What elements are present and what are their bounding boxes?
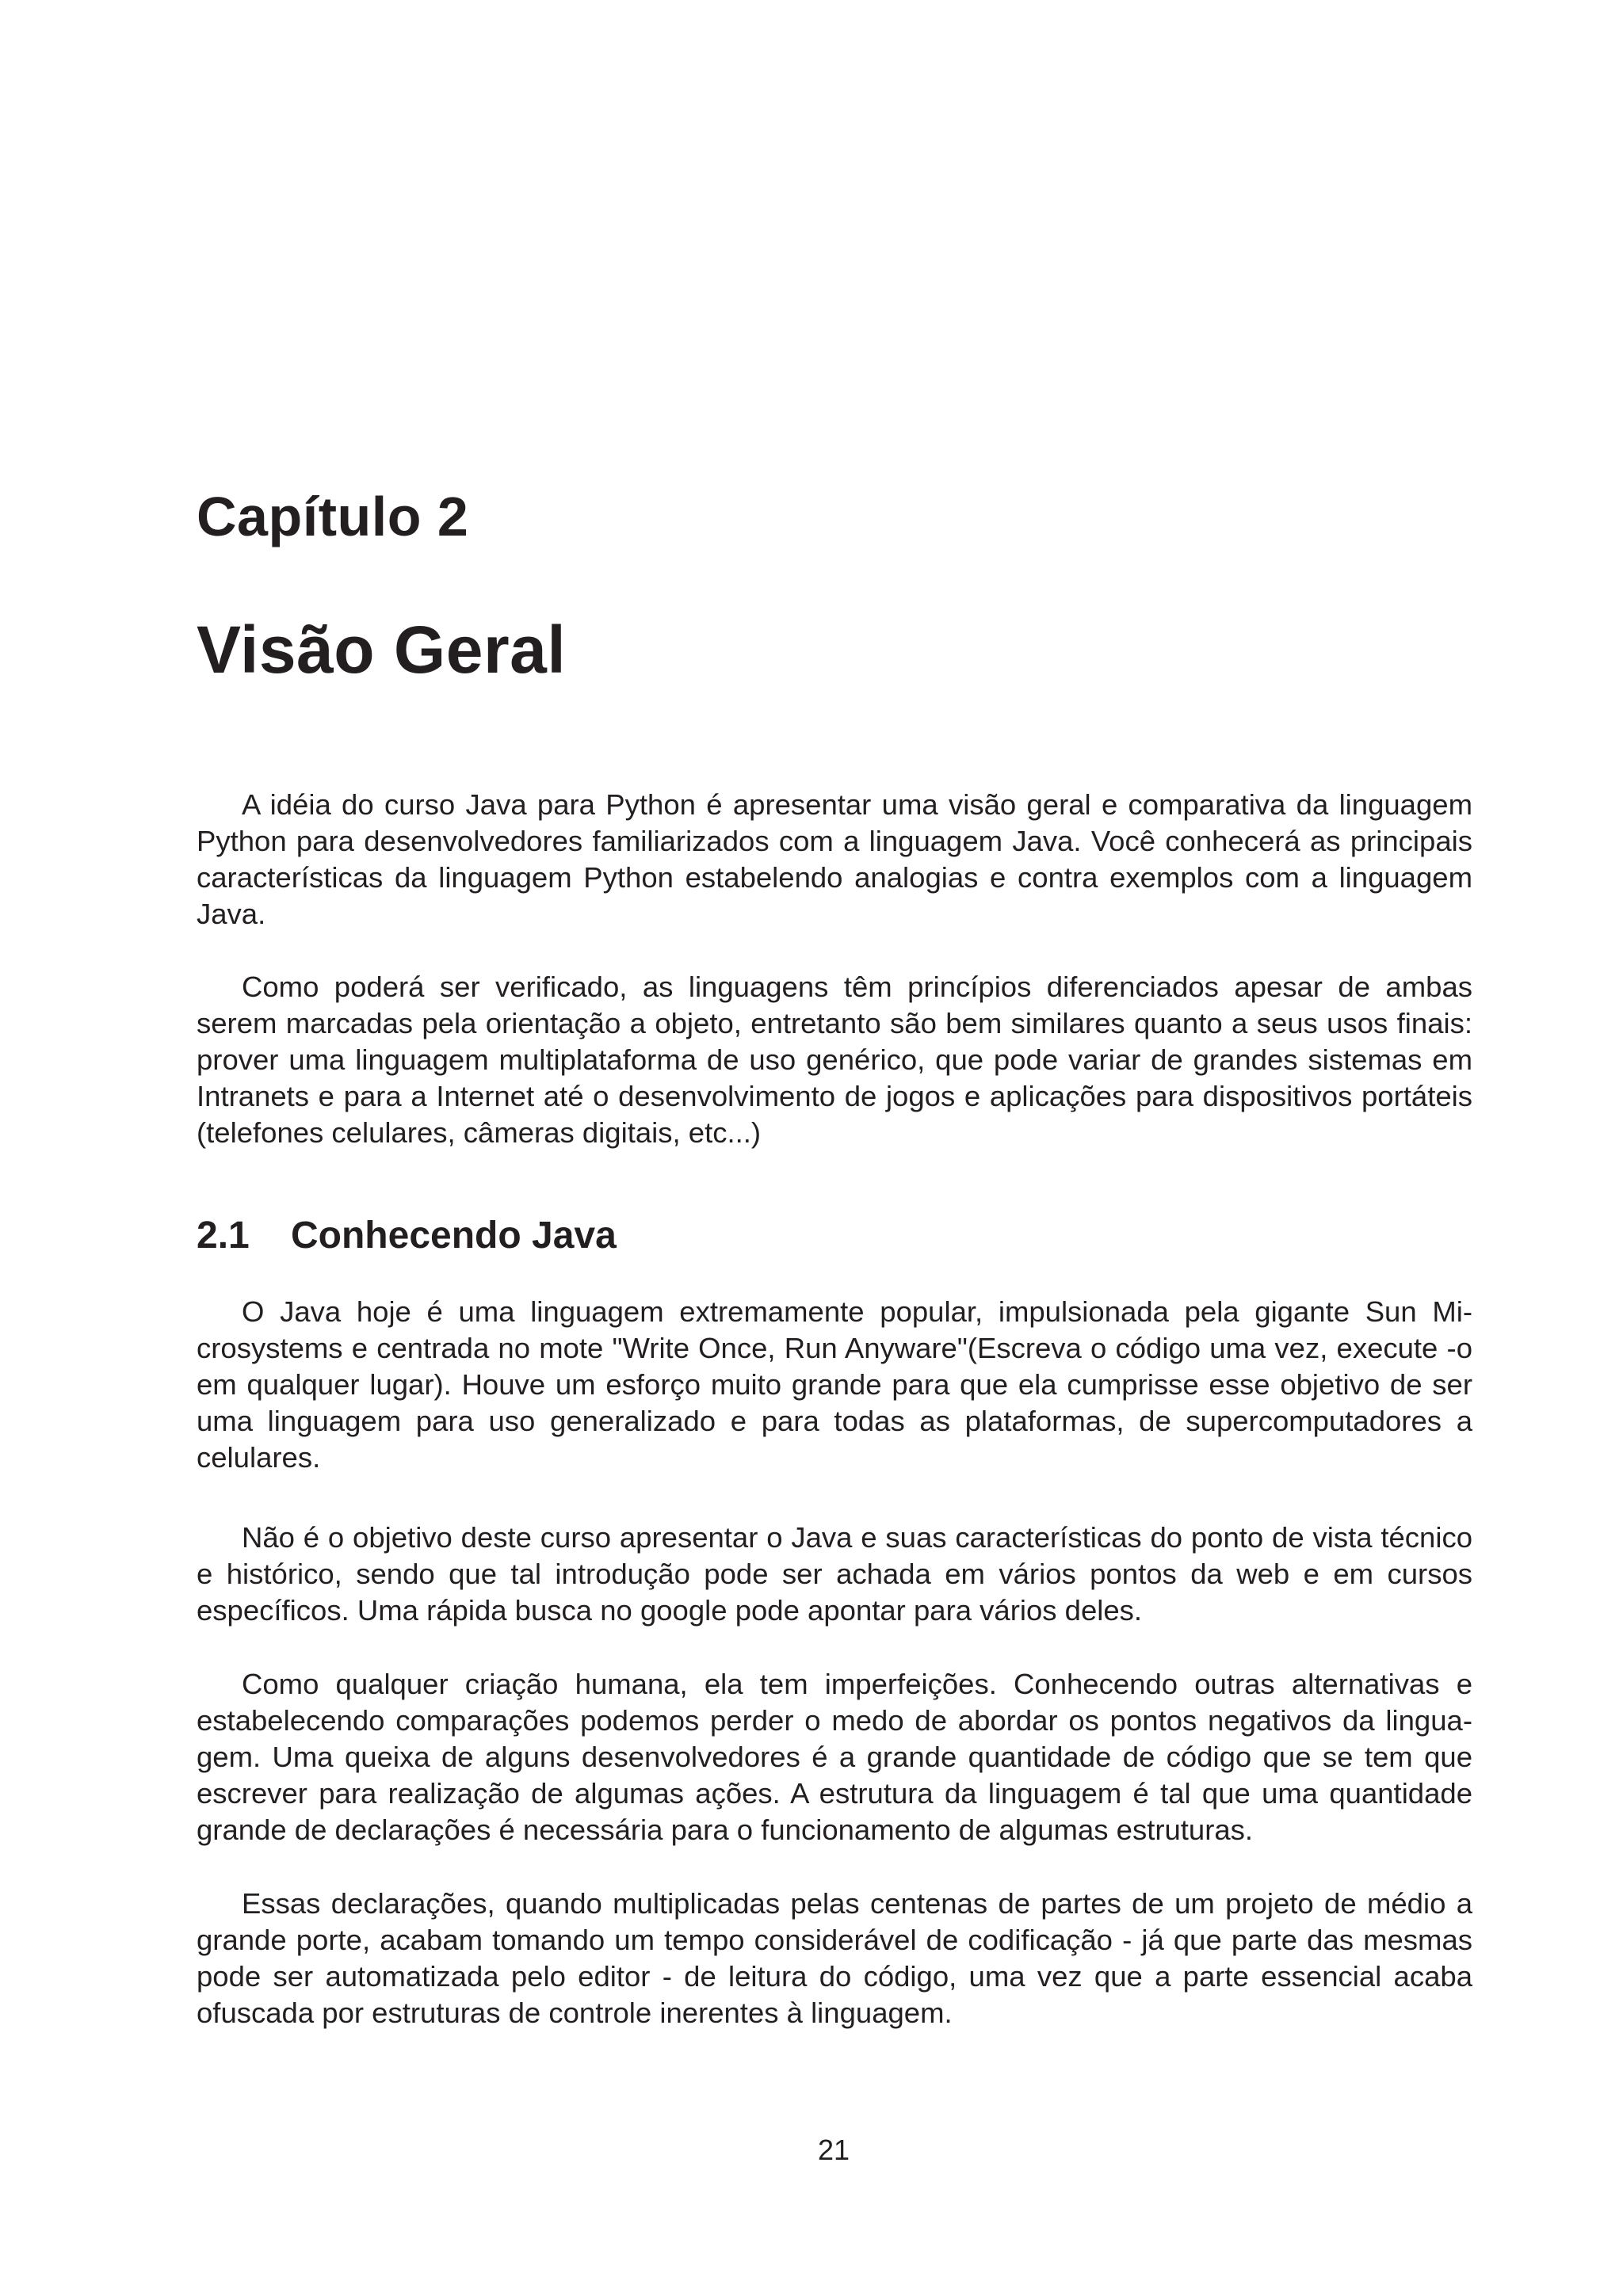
section-paragraph: Essas declarações, quando multiplicadas pelas centenas de partes de um projeto de médio a grande porte, acabam tomando um tempo considerável de codificação - já que parte das mesmas pode ser automatizada pelo editor - de leitura do código, uma vez que a parte essencial acaba ofuscada por estruturas de controle inerentes à linguagem. [197, 1887, 1472, 2029]
intro-paragraph-2-block [197, 969, 1472, 1151]
section-number: 2.1 [197, 1215, 250, 1257]
section-paragraph-1-block [197, 1294, 1472, 1476]
section-paragraph-4-block [197, 1886, 1472, 2031]
section-paragraph-2-block [197, 1520, 1472, 1629]
intro-paragraph: Como poderá ser verificado, as linguagens têm princípios diferenciados apesar de ambas serem marcadas pela orientação a objeto, entretanto são bem similares quanto a seus usos finais: prover uma linguagem multiplataforma de uso genérico, que pode variar de grandes sistemas em Intranets e para a Internet até o desenvolvimento de jogos e aplicações para dispositivos portáteis (telefones celulares, câmeras digitais, etc...) [197, 971, 1472, 1149]
intro-paragraph: A idéia do curso Java para Python é apresentar uma visão geral e comparativa da linguagem Python para desenvolvedores familiarizados com a linguagem Java. Você conhecerá as principais características da linguagem Python estabelendo analogias e contra exemplos com a linguagem Java. [197, 788, 1472, 930]
section-paragraph: Não é o objetivo deste curso apresentar o Java e suas características do ponto de vista técnico e histórico, sendo que tal introdução pode ser achada em vários pontos da web e em cursos específicos. Uma rápida busca no google pode apontar para vários deles. [197, 1521, 1472, 1627]
page-number: 21 [817, 2134, 850, 2166]
section-title: Conhecendo Java [291, 1215, 617, 1257]
section-paragraph-3-block [197, 1666, 1472, 1848]
chapter-label: Capítulo 2 [197, 486, 469, 547]
section-paragraph: Como qualquer criação humana, ela tem imperfeições. Conhecendo outras alternativas e estabelecendo comparações podemos perder o medo de abordar os pontos negativos da linguagem. Uma queixa de alguns desenvolvedores é a grande quantidade de código que se tem que escrever para realização de algumas ações. A estrutura da linguagem é tal que uma quantidade grande de declarações é necessária para o funcionamento de algumas estruturas. [197, 1668, 1472, 1846]
chapter-title: Visão Geral [197, 612, 567, 687]
section-heading [197, 1212, 617, 1260]
intro-paragraph-1-block [197, 787, 1472, 933]
section-paragraph: O Java hoje é uma linguagem extremamente popular, impulsionada pela gigante Sun Microsystems e centrada no mote "Write Once, Run Anyware"(Escreva o código uma vez, execute -o em qualquer lugar). Houve um esforço muito grande para que ela cumprisse esse objetivo de ser uma linguagem para uso generalizado e para todas as plataformas, de supercomputadores a celulares. [197, 1295, 1472, 1474]
